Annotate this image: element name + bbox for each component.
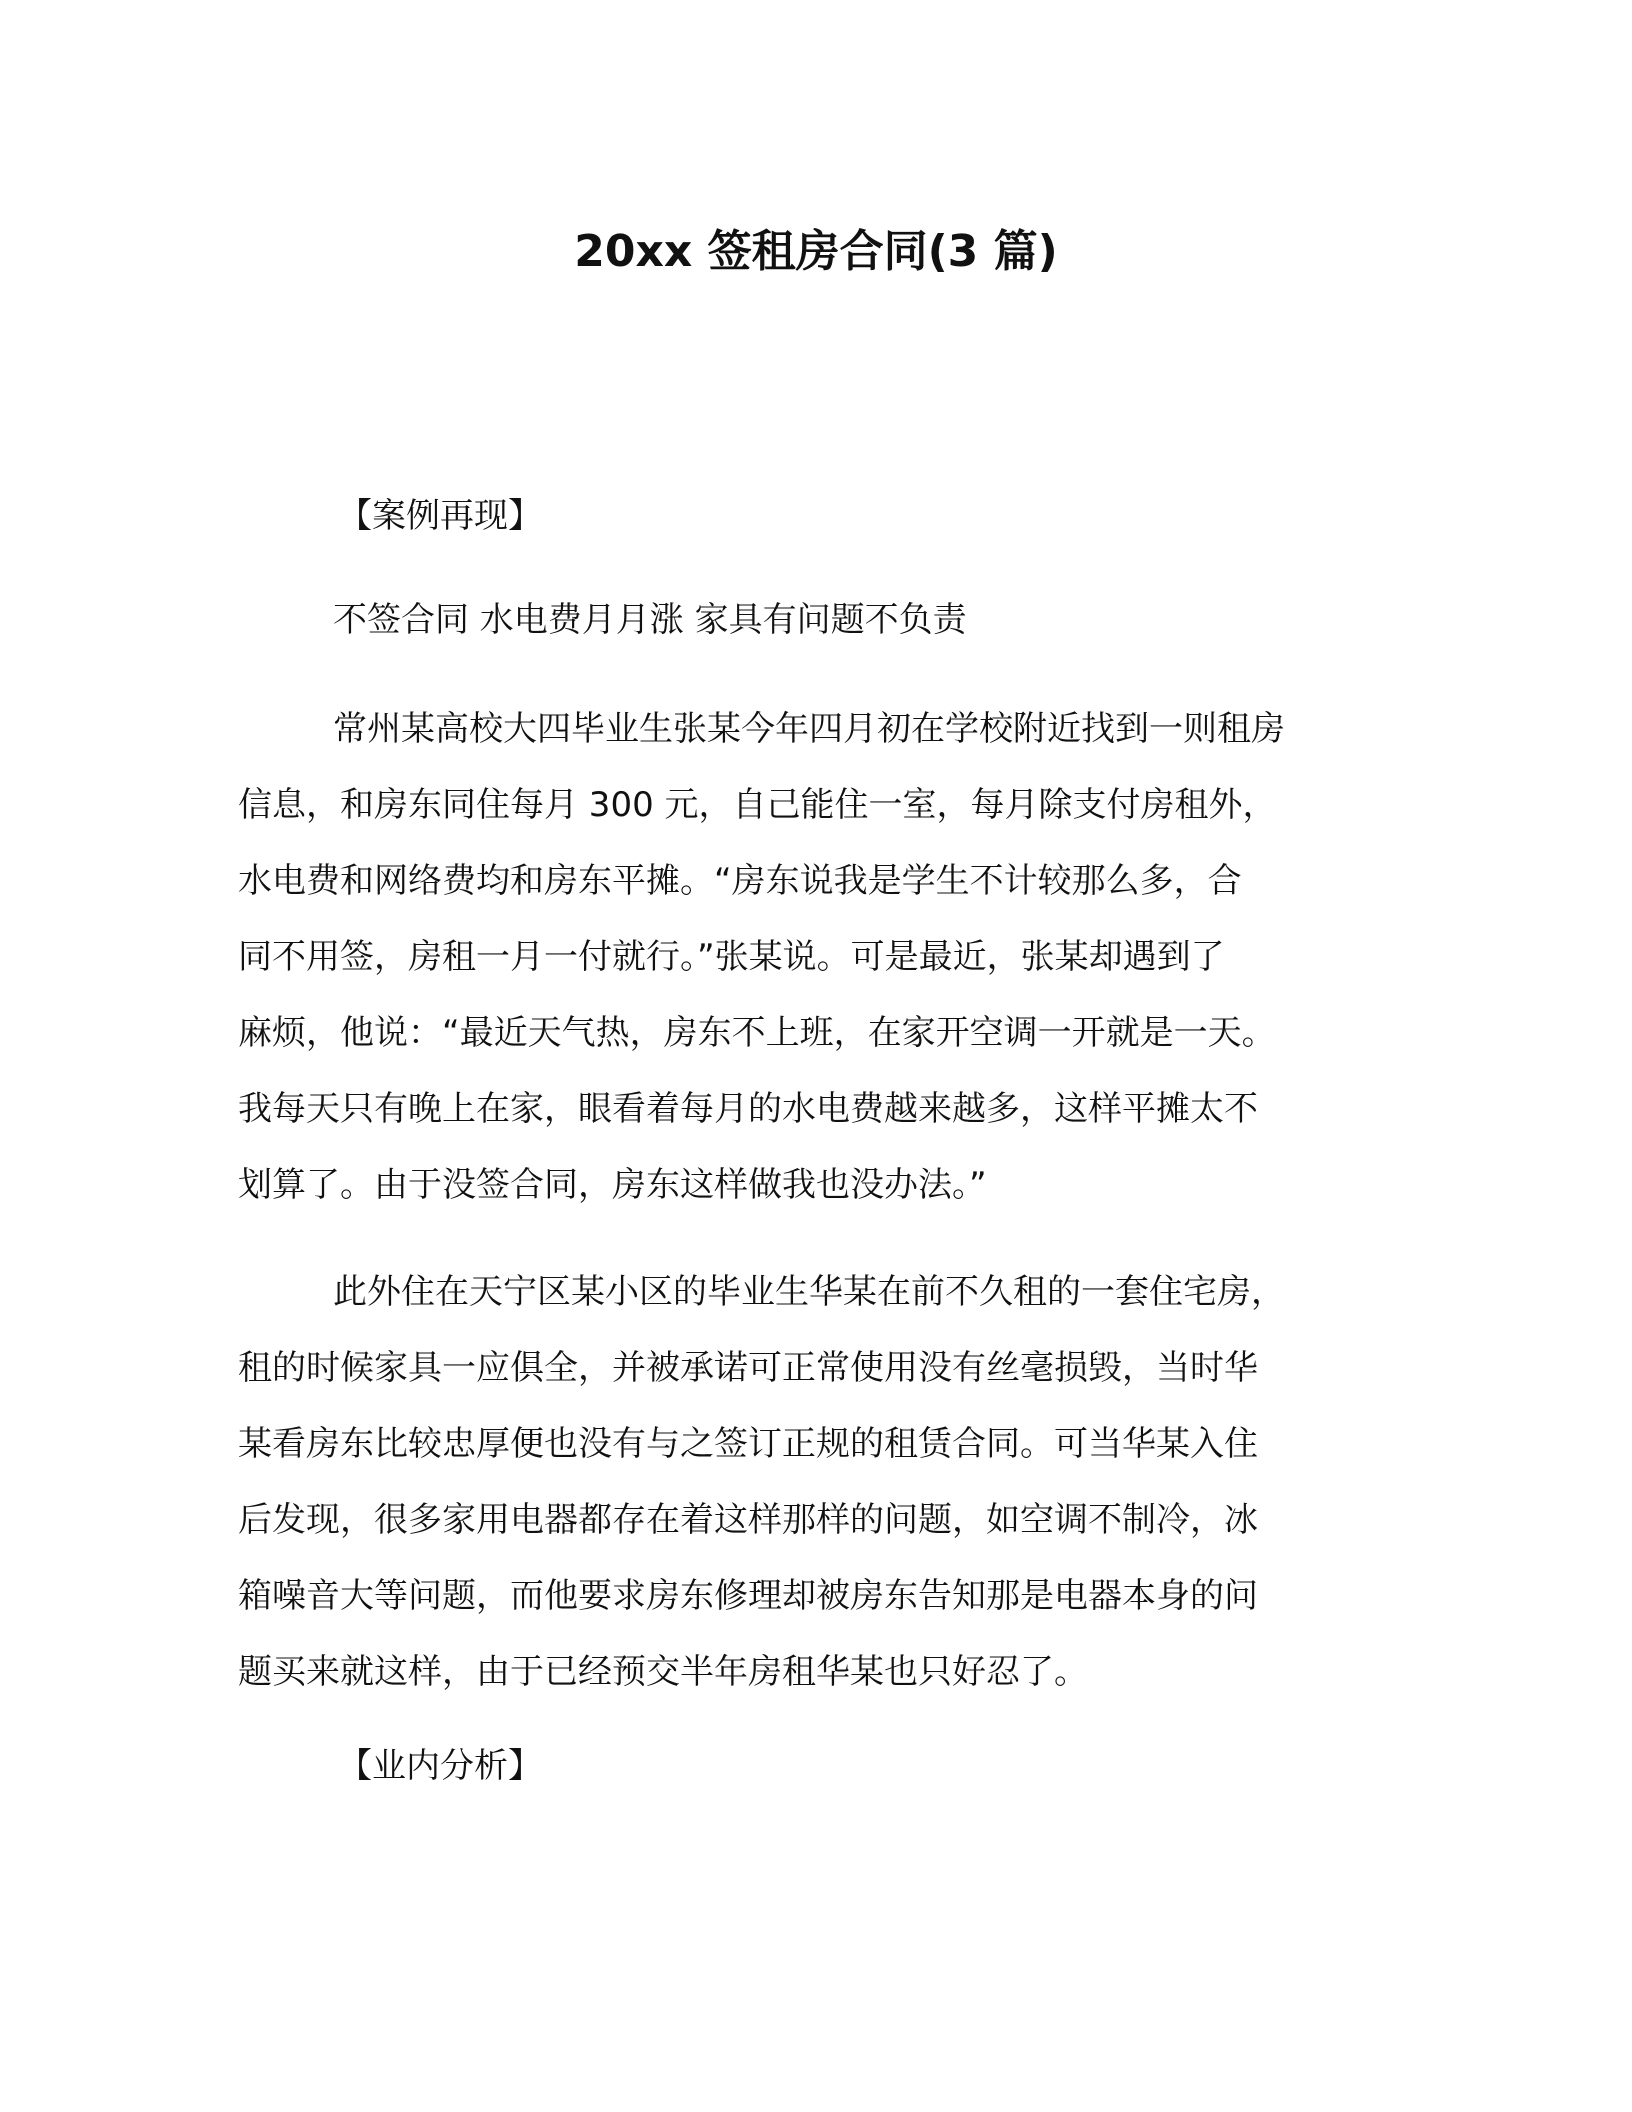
paragraph-line: 此外住在天宁区某小区的毕业生华某在前不久租的一套住宅房， [333, 1272, 1285, 1312]
case-subheading: 不签合同 水电费月月涨 家具有问题不负责 [333, 600, 967, 640]
paragraph-line: 租的时候家具一应俱全，并被承诺可正常使用没有丝毫损毁，当时华 [238, 1348, 1258, 1388]
paragraph-line: 信息，和房东同住每月 300 元，自己能住一室，每月除支付房租外， [238, 785, 1277, 825]
paragraph-line: 某看房东比较忠厚便也没有与之签订正规的租赁合同。可当华某入住 [238, 1424, 1258, 1464]
paragraph-line: 后发现，很多家用电器都存在着这样那样的问题，如空调不制冷，冰 [238, 1500, 1258, 1540]
section-heading-analysis: 【业内分析】 [338, 1746, 542, 1786]
paragraph-line: 水电费和网络费均和房东平摊。“房东说我是学生不计较那么多，合 [238, 861, 1242, 901]
paragraph-case-one [238, 691, 1388, 1223]
paragraph-line: 我每天只有晚上在家，眼看着每月的水电费越来越多，这样平摊太不 [238, 1089, 1258, 1129]
section-heading-case: 【案例再现】 [338, 496, 542, 536]
paragraph-line: 常州某高校大四毕业生张某今年四月初在学校附近找到一则租房 [333, 709, 1285, 749]
paragraph-case-two [238, 1254, 1388, 1710]
paragraph-line: 箱噪音大等问题，而他要求房东修理却被房东告知那是电器本身的问 [238, 1576, 1258, 1616]
paragraph-line: 同不用签，房租一月一付就行。”张某说。可是最近，张某却遇到了 [238, 937, 1225, 977]
paragraph-line: 题买来就这样，由于已经预交半年房租华某也只好忍了。 [238, 1652, 1088, 1692]
document-title: 20xx 签租房合同(3 篇) [574, 226, 1058, 277]
paragraph-line: 划算了。由于没签合同，房东这样做我也没办法。” [238, 1165, 987, 1205]
paragraph-line: 麻烦，他说：“最近天气热，房东不上班，在家开空调一开就是一天。 [238, 1013, 1276, 1053]
